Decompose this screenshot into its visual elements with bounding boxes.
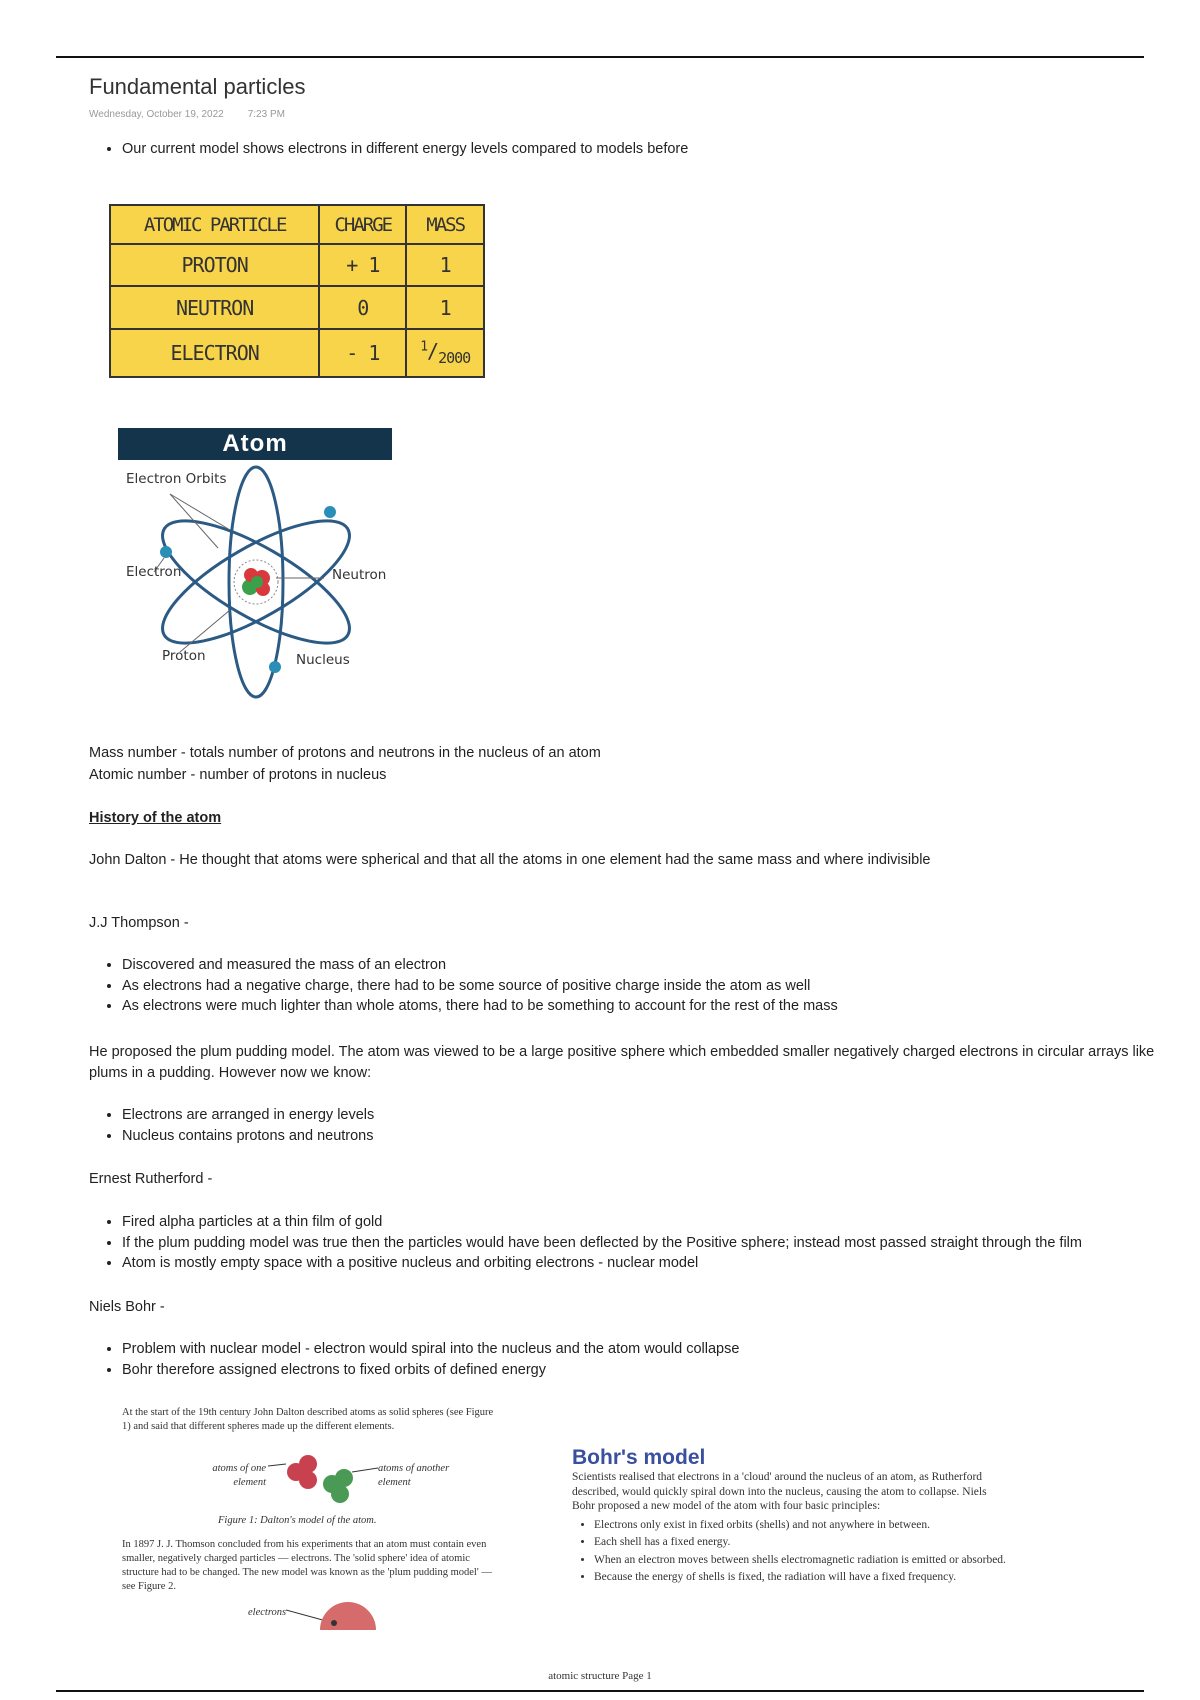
electron-particle <box>324 506 336 518</box>
rutherford-heading: Ernest Rutherford - <box>89 1171 213 1187</box>
mass-number-definition: Mass number - totals number of protons and neutrons in the nucleus of an atom <box>89 745 601 761</box>
table-header-cell: MASS <box>406 205 484 244</box>
thomson-figure-text: In 1897 J. J. Thomson concluded from his experiments that an atom must contain even smaller, negatively charged particles — electrons. The 'solid sphere' idea of atomic structure had to be changed. The new model was known as the 'plum pudding model' — see Figure 2. <box>122 1539 492 1592</box>
label-atoms-one-element: atoms of one element <box>212 1463 266 1488</box>
list-item: • Atom is mostly empty space with a positive nucleus and orbiting electrons - nuclear model <box>122 1253 1082 1274</box>
history-heading: History of the atom <box>89 810 222 826</box>
list-item: • Problem with nuclear model - electron would spiral into the nucleus and the atom would collapse <box>122 1339 739 1360</box>
table-cell: 1 <box>406 286 484 328</box>
page-footer: atomic structure Page 1 <box>548 1670 652 1682</box>
bohr-model-title: Bohr's model <box>572 1446 706 1469</box>
intro-list <box>104 139 688 160</box>
list-item: • Each shell has a fixed energy. <box>594 1535 1012 1550</box>
page-dateline <box>89 109 285 120</box>
dalton-thomson-figure <box>118 1400 518 1630</box>
table-cell: ELECTRON <box>110 329 319 377</box>
label-electron: Electron <box>126 564 182 580</box>
table-cell: PROTON <box>110 244 319 286</box>
mass-numerator: 1 <box>420 339 428 355</box>
list-item: • If the plum pudding model was true then the particles would have been deflected by the Positive sphere; instead most passed straight through the film <box>122 1233 1082 1254</box>
list-item: • As electrons were much lighter than whole atoms, there had to be something to account for the rest of the mass <box>122 996 838 1017</box>
label-atoms-another-element: atoms of another element <box>378 1463 450 1488</box>
particle-table <box>109 204 485 378</box>
bohr-principles-list <box>572 1518 1012 1585</box>
bohr-heading: Niels Bohr - <box>89 1299 165 1315</box>
table-row <box>110 244 484 286</box>
electron-particle <box>269 661 281 673</box>
table-header-row <box>110 205 484 244</box>
list-item: • Discovered and measured the mass of an electron <box>122 955 838 976</box>
bottom-rule <box>56 1690 1144 1692</box>
page-title: Fundamental particles <box>89 74 306 99</box>
leader-line <box>170 494 230 530</box>
atom-title: Atom <box>118 428 392 460</box>
label-electrons: electrons <box>248 1607 287 1618</box>
list-item: • Nucleus contains protons and neutrons <box>122 1126 374 1147</box>
rutherford-list <box>104 1212 1082 1274</box>
atom-diagram <box>118 428 398 708</box>
thompson-list <box>104 955 838 1017</box>
table-row <box>110 286 484 328</box>
label-proton: Proton <box>162 648 206 664</box>
page-date: Wednesday, October 19, 2022 <box>89 109 224 120</box>
bohr-model-figure <box>572 1446 1012 1588</box>
thompson-heading: J.J Thompson - <box>89 915 189 931</box>
top-rule <box>56 56 1144 58</box>
label-nucleus: Nucleus <box>296 652 350 668</box>
table-header-cell: ATOMIC PARTICLE <box>110 205 319 244</box>
electron-mass-cell: $^1/_{2000}$ <box>406 329 484 377</box>
electron-particle <box>160 546 172 558</box>
plum-pudding-sphere <box>286 1602 376 1630</box>
label-neutron: Neutron <box>332 567 387 583</box>
mass-denominator: 2000 <box>438 348 471 367</box>
page-time: 7:23 PM <box>247 109 285 120</box>
neutron-particle <box>251 576 263 588</box>
list-item: • Electrons only exist in fixed orbits (shells) and not anywhere in between. <box>594 1518 1012 1533</box>
dalton-text: John Dalton - He thought that atoms were spherical and that all the atoms in one element had the same mass and where indivisible <box>89 852 931 868</box>
figure-caption: Figure 1: Dalton's model of the atom. <box>218 1515 377 1526</box>
table-header-cell: CHARGE <box>319 205 406 244</box>
atom-svg <box>118 460 398 708</box>
list-item: • Fired alpha particles at a thin film of gold <box>122 1212 1082 1233</box>
intro-bullet: • Our current model shows electrons in different energy levels compared to models before <box>122 139 688 160</box>
table-cell: NEUTRON <box>110 286 319 328</box>
plum-pudding-paragraph: He proposed the plum pudding model. The atom was viewed to be a large positive sphere which embedded smaller negatively charged electrons in circular arrays like plums in a pudding. However now we know: <box>89 1044 1155 1081</box>
bohr-list <box>104 1339 739 1380</box>
leader-line <box>180 610 230 652</box>
table-row <box>110 329 484 377</box>
table-cell: + 1 <box>319 244 406 286</box>
atomic-number-definition: Atomic number - number of protons in nucleus <box>89 767 387 783</box>
table-cell: - 1 <box>319 329 406 377</box>
list-item: • Electrons are arranged in energy levels <box>122 1105 374 1126</box>
bohr-model-intro: Scientists realised that electrons in a 'cloud' around the nucleus of an atom, as Rutherford described, would quickly spiral down into the nucleus, causing the atom to collapse. Niels Bohr proposed a new model of the atom with four basic principles: <box>572 1471 987 1512</box>
list-item: • As electrons had a negative charge, there had to be some source of positive charge inside the atom as well <box>122 976 838 997</box>
label-electron-orbits: Electron Orbits <box>126 471 227 487</box>
list-item: • Bohr therefore assigned electrons to fixed orbits of defined energy <box>122 1360 739 1381</box>
list-item: • When an electron moves between shells electromagnetic radiation is emitted or absorbed. <box>594 1553 1012 1568</box>
dalton-spheres <box>268 1450 378 1510</box>
figure-intro-text: At the start of the 19th century John Dalton described atoms as solid spheres (see Figure 1) and said that different spheres made up the different elements. <box>122 1407 494 1432</box>
now-know-list <box>104 1105 374 1146</box>
table-cell: 1 <box>406 244 484 286</box>
list-item: • Because the energy of shells is fixed, the radiation will have a fixed frequency. <box>594 1570 1012 1585</box>
table-cell: 0 <box>319 286 406 328</box>
